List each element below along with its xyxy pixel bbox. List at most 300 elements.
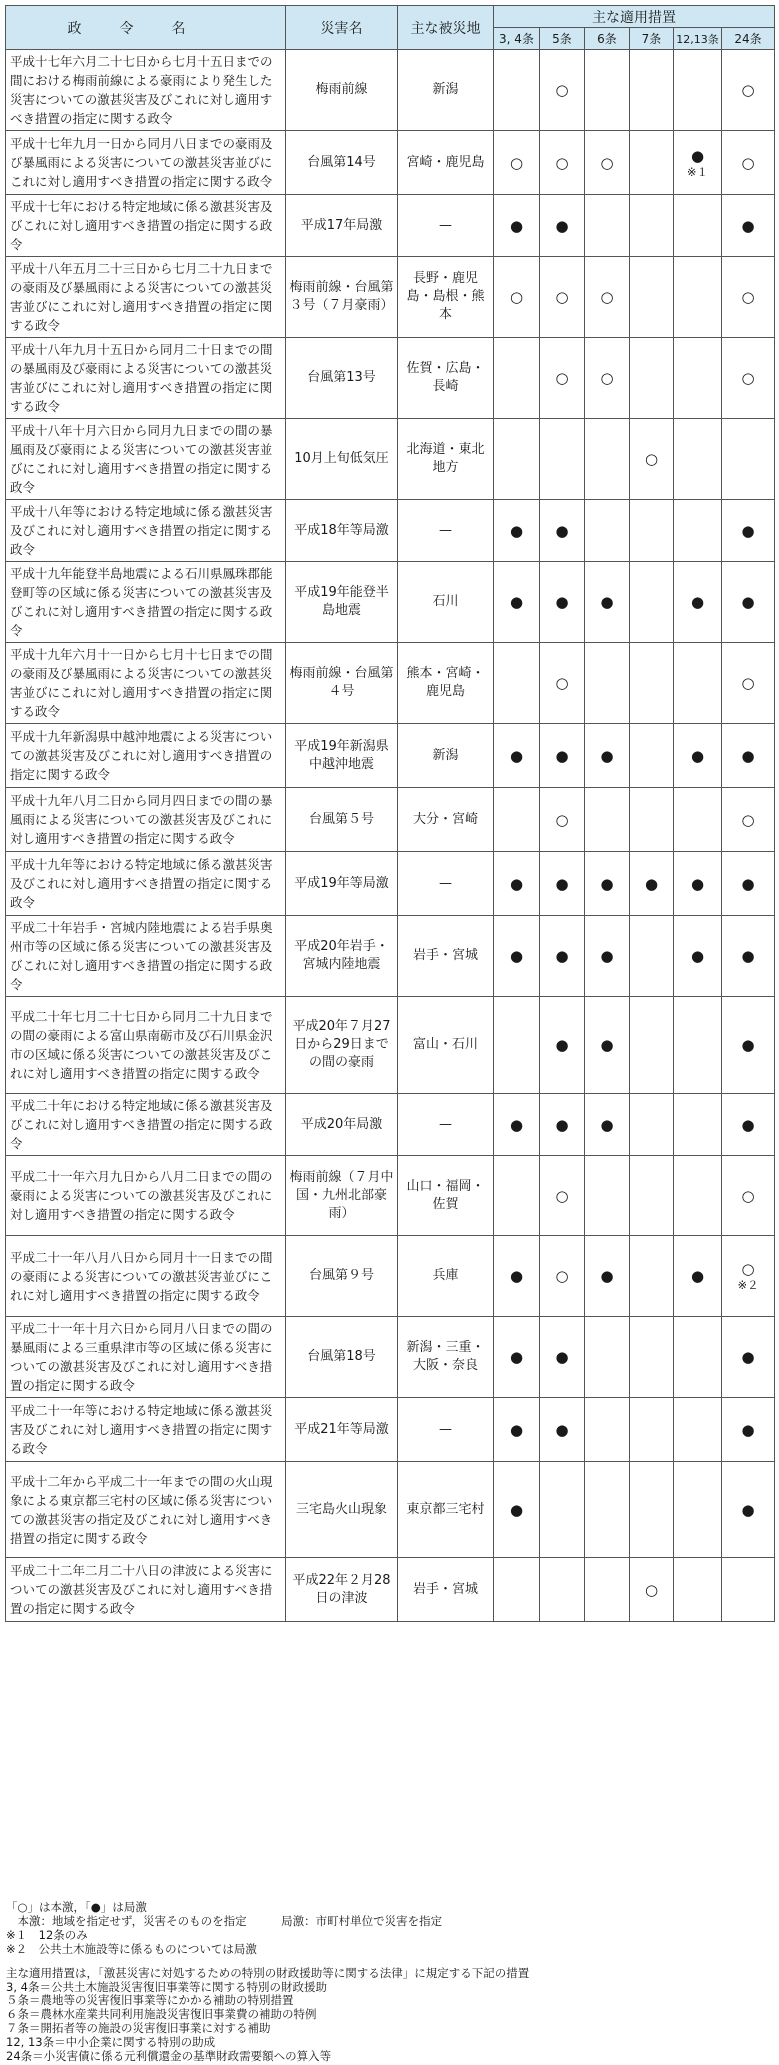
measure-cell — [494, 1236, 540, 1317]
measure-cell — [585, 1156, 630, 1236]
table-row — [6, 852, 775, 916]
local-disaster-mark: ● — [509, 746, 524, 765]
disaster-name-cell: 台風第13号 — [286, 338, 398, 419]
disaster-name-cell: 台風第５号 — [286, 788, 398, 852]
local-disaster-mark: ● — [509, 947, 524, 965]
measure-cell — [540, 788, 585, 852]
decree-name-cell: 平成二十一年八月八日から同月十一日までの間の豪雨による災害についての激甚災害並びにこれに対し適用すべき措置の指定に関する政令 — [6, 1236, 286, 1317]
decree-name-cell: 平成二十年における特定地域に係る激甚災害及びこれに対し適用すべき措置の指定に関する政令 — [6, 1094, 286, 1156]
measure-cell — [494, 643, 540, 724]
affected-area-cell: — — [398, 500, 494, 562]
measure-cell — [585, 131, 630, 195]
affected-area-cell: 岩手・宮城 — [398, 916, 494, 997]
national-disaster-mark: ○ — [741, 288, 755, 306]
measure-cell — [494, 916, 540, 997]
measure-cell — [630, 1094, 674, 1156]
measure-cell — [674, 1317, 722, 1398]
measure-cell — [630, 724, 674, 788]
local-disaster-mark: ● — [509, 1115, 524, 1134]
measure-cell — [494, 1317, 540, 1398]
footnote-mark: ※１ — [686, 164, 709, 179]
table-row — [6, 997, 775, 1094]
disaster-name-cell: 平成20年局激 — [286, 1094, 398, 1156]
measure-cell — [722, 419, 775, 500]
local-disaster-mark: ● — [509, 1500, 524, 1519]
affected-area-cell: 新潟 — [398, 50, 494, 131]
national-disaster-mark: ○ — [741, 369, 755, 387]
header-col-5: 5条 — [540, 28, 585, 50]
decree-name-cell: 平成二十一年六月九日から八月二日までの間の豪雨による災害についての激甚災害及びこれに対し適用すべき措置の指定に関する政令 — [6, 1156, 286, 1236]
national-disaster-mark: ○ — [509, 288, 524, 306]
local-disaster-mark: ● — [741, 593, 755, 611]
national-disaster-mark: ○ — [555, 674, 569, 692]
measure-cell — [630, 195, 674, 257]
national-disaster-mark: ○ — [600, 288, 614, 306]
decree-name-cell: 平成十七年における特定地域に係る激甚災害及びこれに対し適用すべき措置の指定に関する政令 — [6, 195, 286, 257]
decree-name-cell: 平成十八年五月二十三日から七月二十九日までの豪雨及び暴風雨による災害についての激甚災害並びにこれに対し適用すべき措置の指定に関する政令 — [6, 257, 286, 338]
measure-cell — [494, 1156, 540, 1236]
affected-area-cell: 石川 — [398, 562, 494, 643]
measure-cell — [585, 500, 630, 562]
decree-name-cell: 平成十九年新潟県中越沖地震による災害についての激甚災害及びこれに対し適用すべき措置の指定に関する政令 — [6, 724, 286, 788]
disaster-name-cell: 平成21年等局激 — [286, 1398, 398, 1462]
local-disaster-mark: ● — [644, 874, 659, 893]
national-disaster-mark: ○ — [741, 1186, 755, 1205]
measure-cell — [585, 916, 630, 997]
measure-cell — [722, 997, 775, 1094]
table-row — [6, 131, 775, 195]
table-row — [6, 50, 775, 131]
measure-cell — [630, 1558, 674, 1622]
table-row — [6, 1094, 775, 1156]
measure-cell — [540, 1398, 585, 1462]
table-row — [6, 257, 775, 338]
national-disaster-mark: ○ — [741, 81, 755, 99]
measure-cell — [630, 788, 674, 852]
affected-area-cell: 長野・鹿児島・島根・熊本 — [398, 257, 494, 338]
national-disaster-mark: ○ — [555, 288, 569, 306]
measure-cell — [722, 1094, 775, 1156]
local-disaster-mark: ● — [741, 1420, 755, 1439]
measure-cell — [494, 419, 540, 500]
disaster-name-cell: 平成19年等局激 — [286, 852, 398, 916]
affected-area-cell: — — [398, 1398, 494, 1462]
affected-area-cell: 大分・宮崎 — [398, 788, 494, 852]
local-disaster-mark: ● — [741, 874, 755, 893]
local-disaster-mark: ● — [741, 746, 755, 765]
measure-cell — [630, 131, 674, 195]
local-disaster-mark: ● — [600, 874, 614, 893]
decree-name-cell: 平成十七年九月一日から同月八日までの豪雨及び暴風雨による災害についての激甚災害並びにこれに対し適用すべき措置の指定に関する政令 — [6, 131, 286, 195]
measure-cell — [540, 643, 585, 724]
national-disaster-mark: ○ — [741, 810, 755, 829]
measure-cell — [540, 562, 585, 643]
disaster-name-cell: 10月上旬低気圧 — [286, 419, 398, 500]
affected-area-cell: 山口・福岡・佐賀 — [398, 1156, 494, 1236]
decree-name-cell: 平成二十年岩手・宮城内陸地震による岩手県奥州市等の区域に係る災害についての激甚災害及びこれに対し適用すべき措置の指定に関する政令 — [6, 916, 286, 997]
local-disaster-mark: ● — [509, 1420, 524, 1439]
header-measures: 主な適用措置 — [494, 6, 775, 28]
local-disaster-mark: ● — [555, 746, 569, 765]
measure-cell — [674, 562, 722, 643]
affected-area-cell: 北海道・東北地方 — [398, 419, 494, 500]
local-disaster-mark: ● — [555, 521, 569, 540]
national-disaster-mark: ○ — [509, 153, 524, 172]
measure-cell — [540, 1094, 585, 1156]
measure-cell — [722, 1236, 775, 1317]
measure-cell — [674, 131, 722, 195]
local-disaster-mark: ● — [741, 1036, 755, 1054]
note-line: 12, 13条＝中小企業に関する特別の助成 — [6, 2035, 216, 2050]
measure-cell — [674, 50, 722, 131]
notes-block — [6, 1901, 771, 2064]
local-disaster-mark: ● — [741, 1348, 755, 1366]
local-disaster-mark: ● — [600, 1036, 614, 1054]
measure-cell — [585, 50, 630, 131]
national-disaster-mark: ○ — [600, 153, 614, 172]
measure-cell — [630, 419, 674, 500]
disaster-name-cell: 梅雨前線・台風第３号（７月豪雨） — [286, 257, 398, 338]
measure-cell — [722, 50, 775, 131]
measure-cell — [540, 724, 585, 788]
header-col-12-13: 12,13条 — [674, 28, 722, 50]
measure-cell — [674, 1094, 722, 1156]
measure-cell — [585, 643, 630, 724]
measure-cell — [674, 643, 722, 724]
disaster-name-cell: 平成20年７月27日から29日までの間の豪雨 — [286, 997, 398, 1094]
measure-cell — [540, 1558, 585, 1622]
note-line: 本激：地域を指定せず，災害そのものを指定 局激：市町村単位で災害を指定 — [6, 1913, 443, 1928]
measure-cell — [585, 562, 630, 643]
header-col-24: 24条 — [722, 28, 775, 50]
national-disaster-mark: ○ — [555, 369, 569, 387]
local-disaster-mark: ● — [555, 216, 569, 235]
measure-cell — [674, 852, 722, 916]
footnote-mark: ※２ — [737, 1278, 759, 1292]
measure-cell — [494, 1398, 540, 1462]
measure-cell — [585, 257, 630, 338]
table-row — [6, 788, 775, 852]
measure-cell — [494, 997, 540, 1094]
table-row — [6, 1236, 775, 1317]
measure-cell — [494, 852, 540, 916]
measure-cell — [585, 1094, 630, 1156]
affected-area-cell: 佐賀・広島・長崎 — [398, 338, 494, 419]
decree-name-cell: 平成十八年十月六日から同月九日までの間の暴風雨及び豪雨による災害についての激甚災害並びにこれに対し適用すべき措置の指定に関する政令 — [6, 419, 286, 500]
table-row — [6, 1317, 775, 1398]
measure-cell — [540, 997, 585, 1094]
measure-cell — [722, 788, 775, 852]
measure-cell — [494, 724, 540, 788]
measure-cell — [630, 1156, 674, 1236]
decree-name-cell: 平成十九年六月十一日から七月十七日までの間の豪雨及び暴風雨による災害についての激甚災害並びにこれに対し適用すべき措置の指定に関する政令 — [6, 643, 286, 724]
local-disaster-mark: ● — [690, 746, 705, 765]
national-disaster-mark: ○ — [555, 153, 569, 172]
measure-cell — [630, 1462, 674, 1558]
measure-cell — [540, 1156, 585, 1236]
note-line: ５条＝農地等の災害復旧事業等にかかる補助の特別措置 — [6, 1993, 294, 2008]
measure-cell — [722, 852, 775, 916]
measure-cell — [540, 1236, 585, 1317]
measure-cell — [494, 788, 540, 852]
measure-cell — [585, 788, 630, 852]
national-disaster-mark: ○ — [741, 153, 755, 172]
national-disaster-mark: ○ — [644, 1580, 659, 1599]
measure-cell — [630, 562, 674, 643]
local-disaster-mark: ● — [600, 746, 614, 765]
table-row — [6, 1558, 775, 1622]
measure-cell — [540, 500, 585, 562]
table-row — [6, 1462, 775, 1558]
local-disaster-mark: ● — [690, 874, 705, 893]
decree-name-cell: 平成十二年から平成二十一年までの間の火山現象による東京都三宅村の区域に係る災害についての激甚災害の指定及びこれに対し適用すべき措置の指定に関する政令 — [6, 1462, 286, 1558]
measure-cell — [674, 1156, 722, 1236]
affected-area-cell: — — [398, 1094, 494, 1156]
measure-cell — [674, 338, 722, 419]
measure-cell — [630, 257, 674, 338]
header-col-3-4: 3, 4条 — [494, 28, 540, 50]
measure-cell — [585, 997, 630, 1094]
note-line: ※２ 公共土木施設等に係るものについては局激 — [6, 1941, 257, 1956]
local-disaster-mark: ● — [509, 1267, 524, 1285]
measure-cell — [722, 724, 775, 788]
header-col-7: 7条 — [630, 28, 674, 50]
measure-cell — [540, 852, 585, 916]
disaster-name-cell: 平成19年能登半島地震 — [286, 562, 398, 643]
disaster-name-cell: 平成19年新潟県中越沖地震 — [286, 724, 398, 788]
measure-cell — [674, 916, 722, 997]
measure-cell — [630, 916, 674, 997]
note-line: 主な適用措置は，「激甚災害に対処するための特別の財政援助等に関する法律」に規定する下記の措置 — [6, 1965, 530, 1980]
measure-cell — [674, 419, 722, 500]
measure-cell — [585, 1558, 630, 1622]
disaster-name-cell: 平成17年局激 — [286, 195, 398, 257]
national-disaster-mark: ○ — [555, 1267, 569, 1285]
measure-cell — [722, 643, 775, 724]
affected-area-cell: 岩手・宮城 — [398, 1558, 494, 1622]
affected-area-cell: 熊本・宮崎・鹿児島 — [398, 643, 494, 724]
measure-cell — [674, 788, 722, 852]
disaster-name-cell: 三宅島火山現象 — [286, 1462, 398, 1558]
measure-cell — [722, 1558, 775, 1622]
national-disaster-mark: ○ — [741, 674, 755, 692]
measure-cell — [585, 338, 630, 419]
table-row — [6, 724, 775, 788]
measure-cell — [585, 419, 630, 500]
note-line: 24条＝小災害債に係る元利償還金の基準財政需要額への算入等 — [6, 2049, 332, 2064]
measure-cell — [630, 50, 674, 131]
disaster-name-cell: 平成20年岩手・宮城内陸地震 — [286, 916, 398, 997]
local-disaster-mark: ● — [555, 947, 569, 965]
local-disaster-mark: ● — [509, 1348, 524, 1366]
disaster-name-cell: 梅雨前線 — [286, 50, 398, 131]
measure-cell — [722, 916, 775, 997]
note-line: ７条＝開拓者等の施設の災害復旧事業に対する補助 — [6, 2021, 271, 2036]
local-disaster-mark: ● — [741, 521, 755, 540]
measure-cell — [674, 997, 722, 1094]
local-disaster-mark: ● — [509, 874, 524, 893]
table-row — [6, 643, 775, 724]
measure-cell — [630, 1317, 674, 1398]
measure-cell — [674, 500, 722, 562]
measure-cell — [585, 1398, 630, 1462]
decree-name-cell: 平成二十二年二月二十八日の津波による災害についての激甚災害及びこれに対し適用すべき措置の指定に関する政令 — [6, 1558, 286, 1622]
local-disaster-mark: ● — [690, 947, 705, 965]
measure-cell — [722, 257, 775, 338]
local-disaster-mark: ● — [690, 1267, 705, 1285]
measure-cell — [494, 1462, 540, 1558]
measure-cell — [722, 1398, 775, 1462]
note-line: 「○」は本激，「●」は局激 — [6, 1900, 147, 1914]
local-disaster-mark: ● — [555, 874, 569, 893]
measure-cell — [540, 195, 585, 257]
measure-cell — [722, 1156, 775, 1236]
affected-area-cell: 富山・石川 — [398, 997, 494, 1094]
local-disaster-mark: ● — [555, 1420, 569, 1439]
measure-cell — [540, 50, 585, 131]
measure-cell — [494, 500, 540, 562]
header-area: 主な被災地 — [398, 6, 494, 50]
local-disaster-mark: ● — [555, 1036, 569, 1054]
measure-cell — [722, 500, 775, 562]
measure-cell — [494, 1558, 540, 1622]
measure-cell — [494, 338, 540, 419]
disaster-name-cell: 台風第14号 — [286, 131, 398, 195]
national-disaster-mark: ○ — [644, 450, 659, 468]
measure-cell — [674, 195, 722, 257]
note-line: 3, 4条＝公共土木施設災害復旧事業等に関する特別の財政援助 — [6, 1979, 327, 1994]
measure-cell — [674, 1236, 722, 1317]
header-decree: 政令名 — [6, 6, 286, 50]
decree-table — [5, 5, 775, 1622]
measure-cell — [585, 1317, 630, 1398]
measure-cell — [722, 562, 775, 643]
affected-area-cell: 新潟 — [398, 724, 494, 788]
decree-name-cell: 平成十七年六月二十七日から七月十五日までの間における梅雨前線による豪雨により発生した災害についての激甚災害及びこれに対し適用すべき措置の指定に関する政令 — [6, 50, 286, 131]
measure-cell — [674, 1558, 722, 1622]
measure-cell — [722, 1317, 775, 1398]
measure-cell — [674, 724, 722, 788]
affected-area-cell: 東京都三宅村 — [398, 1462, 494, 1558]
measure-cell — [540, 257, 585, 338]
local-disaster-mark: ● — [741, 1115, 755, 1134]
table-row — [6, 195, 775, 257]
table-row — [6, 562, 775, 643]
measure-cell — [585, 852, 630, 916]
measure-cell — [630, 1236, 674, 1317]
table-row — [6, 916, 775, 997]
header-col-6: 6条 — [585, 28, 630, 50]
note-line: ※１ 12条のみ — [6, 1927, 88, 1942]
measure-cell — [494, 1094, 540, 1156]
national-disaster-mark: ○ — [600, 369, 614, 387]
local-disaster-mark: ● — [555, 1348, 569, 1366]
decree-name-cell: 平成二十一年十月六日から同月八日までの間の暴風雨による三重県津市等の区域に係る災害についての激甚災害及びこれに対し適用すべき措置の指定に関する政令 — [6, 1317, 286, 1398]
measure-cell — [630, 500, 674, 562]
measure-cell — [494, 562, 540, 643]
measure-cell — [630, 338, 674, 419]
disaster-name-cell: 平成18年等局激 — [286, 500, 398, 562]
decree-name-cell: 平成十九年八月二日から同月四日までの間の暴風雨による災害についての激甚災害及びこれに対し適用すべき措置の指定に関する政令 — [6, 788, 286, 852]
table-row — [6, 338, 775, 419]
table-row — [6, 419, 775, 500]
measure-cell — [494, 50, 540, 131]
measure-cell — [630, 852, 674, 916]
measure-cell — [540, 131, 585, 195]
national-disaster-mark: ○ — [555, 810, 569, 829]
local-disaster-mark: ● — [555, 1115, 569, 1134]
local-disaster-mark: ● — [509, 216, 524, 235]
measure-cell — [722, 338, 775, 419]
measure-cell — [585, 1462, 630, 1558]
decree-name-cell: 平成十九年能登半島地震による石川県鳳珠郡能登町等の区域に係る災害についての激甚災害及びこれに対し適用すべき措置の指定に関する政令 — [6, 562, 286, 643]
disaster-name-cell: 台風第９号 — [286, 1236, 398, 1317]
header-disaster: 災害名 — [286, 6, 398, 50]
measure-cell — [722, 195, 775, 257]
measure-cell — [674, 257, 722, 338]
local-disaster-mark: ● — [509, 593, 524, 611]
affected-area-cell: — — [398, 852, 494, 916]
measure-cell — [674, 1462, 722, 1558]
decree-name-cell: 平成十九年等における特定地域に係る激甚災害及びこれに対し適用すべき措置の指定に関する政令 — [6, 852, 286, 916]
decree-name-cell: 平成十八年九月十五日から同月二十日までの間の暴風雨及び豪雨による災害についての激甚災害並びにこれに対し適用すべき措置の指定に関する政令 — [6, 338, 286, 419]
disaster-name-cell: 台風第18号 — [286, 1317, 398, 1398]
affected-area-cell: — — [398, 195, 494, 257]
measure-cell — [630, 643, 674, 724]
measure-cell — [540, 916, 585, 997]
disaster-name-cell: 梅雨前線（７月中国・九州北部豪雨） — [286, 1156, 398, 1236]
local-disaster-mark: ● — [600, 593, 614, 611]
measure-cell — [585, 1236, 630, 1317]
measure-cell — [722, 131, 775, 195]
decree-name-cell: 平成二十一年等における特定地域に係る激甚災害及びこれに対し適用すべき措置の指定に関する政令 — [6, 1398, 286, 1462]
affected-area-cell: 宮崎・鹿児島 — [398, 131, 494, 195]
local-disaster-mark: ● — [741, 216, 755, 235]
local-disaster-mark: ● — [690, 146, 705, 165]
table-row — [6, 500, 775, 562]
measure-cell — [630, 997, 674, 1094]
national-disaster-mark: ○ — [555, 81, 569, 99]
table-row — [6, 1398, 775, 1462]
table-row — [6, 1156, 775, 1236]
local-disaster-mark: ● — [555, 593, 569, 611]
measure-cell — [540, 1462, 585, 1558]
measure-cell — [674, 1398, 722, 1462]
local-disaster-mark: ● — [509, 521, 524, 540]
measure-cell — [540, 1317, 585, 1398]
decree-name-cell: 平成二十年七月二十七日から同月二十九日までの間の豪雨による富山県南砺市及び石川県金沢市の区域に係る災害についての激甚災害及びこれに対し適用すべき措置の指定に関する政令 — [6, 997, 286, 1094]
national-disaster-mark: ○ — [741, 1260, 755, 1278]
measure-cell — [630, 1398, 674, 1462]
local-disaster-mark: ● — [600, 947, 614, 965]
local-disaster-mark: ● — [741, 947, 755, 965]
measure-cell — [540, 338, 585, 419]
disaster-name-cell: 平成22年２月28日の津波 — [286, 1558, 398, 1622]
local-disaster-mark: ● — [600, 1267, 614, 1285]
measure-cell — [494, 257, 540, 338]
disaster-name-cell: 梅雨前線・台風第４号 — [286, 643, 398, 724]
measure-cell — [494, 131, 540, 195]
note-line: ６条＝農林水産業共同利用施設災害復旧事業費の補助の特例 — [6, 2007, 317, 2022]
measure-cell — [540, 419, 585, 500]
measure-cell — [585, 724, 630, 788]
measure-cell — [494, 195, 540, 257]
affected-area-cell: 新潟・三重・大阪・奈良 — [398, 1317, 494, 1398]
measure-cell — [585, 195, 630, 257]
local-disaster-mark: ● — [690, 593, 705, 611]
affected-area-cell: 兵庫 — [398, 1236, 494, 1317]
local-disaster-mark: ● — [600, 1115, 614, 1134]
